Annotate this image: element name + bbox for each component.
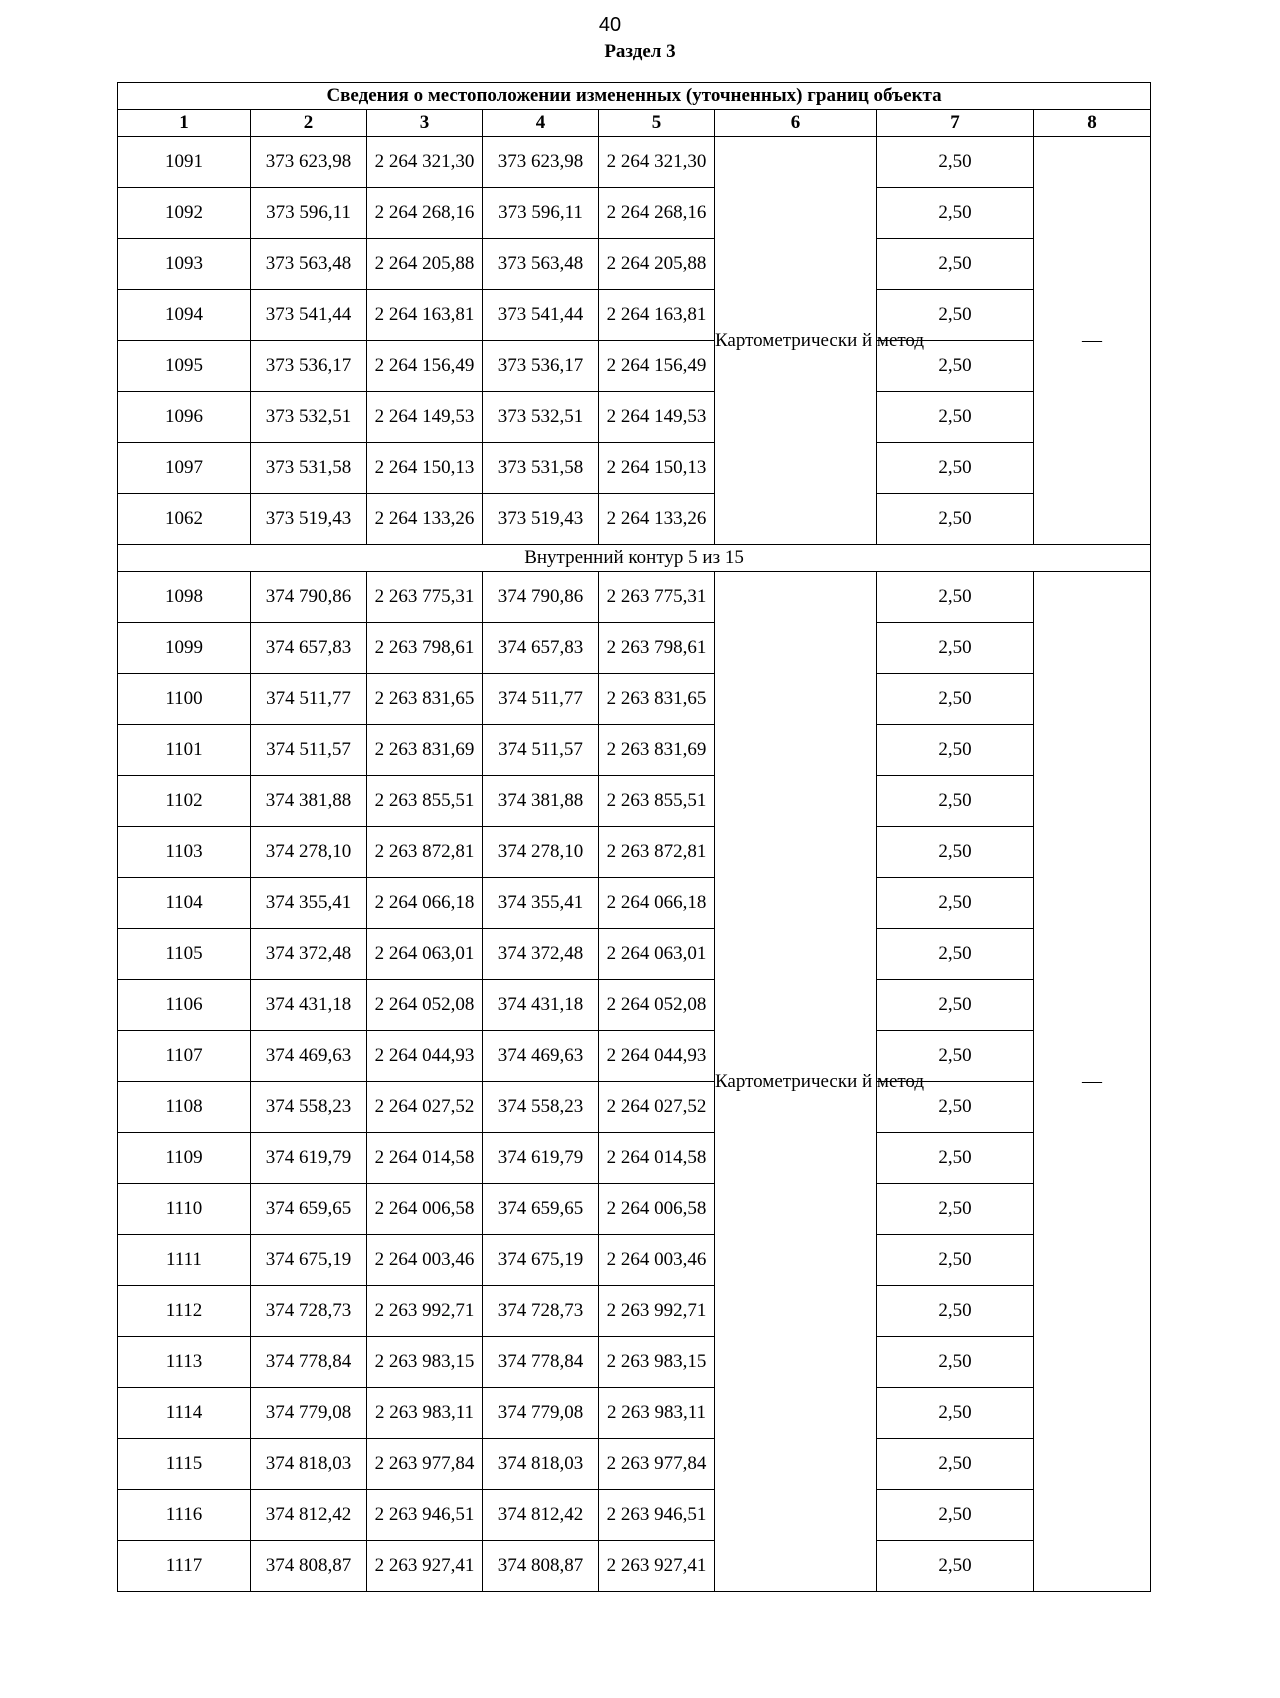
x-new-cell: 373 563,48 [483, 239, 599, 290]
accuracy-cell: 2,50 [877, 623, 1034, 674]
y-new-cell: 2 264 044,93 [599, 1031, 715, 1082]
point-number-cell: 1103 [118, 827, 251, 878]
y-old-cell: 2 264 063,01 [367, 929, 483, 980]
x-old-cell: 374 728,73 [251, 1286, 367, 1337]
accuracy-cell: 2,50 [877, 494, 1034, 545]
point-number-cell: 1092 [118, 188, 251, 239]
y-old-cell: 2 263 872,81 [367, 827, 483, 878]
y-old-cell: 2 263 831,69 [367, 725, 483, 776]
x-new-cell: 374 657,83 [483, 623, 599, 674]
column-number: 2 [251, 110, 367, 137]
table-row [118, 776, 1151, 827]
y-new-cell: 2 264 149,53 [599, 392, 715, 443]
x-new-cell: 374 790,86 [483, 572, 599, 623]
x-old-cell: 374 779,08 [251, 1388, 367, 1439]
boundary-coordinates-table [117, 82, 1151, 1592]
y-old-cell: 2 264 027,52 [367, 1082, 483, 1133]
y-new-cell: 2 263 798,61 [599, 623, 715, 674]
y-new-cell: 2 263 775,31 [599, 572, 715, 623]
table-row [118, 980, 1151, 1031]
accuracy-cell: 2,50 [877, 776, 1034, 827]
x-old-cell: 373 519,43 [251, 494, 367, 545]
x-new-cell: 373 541,44 [483, 290, 599, 341]
y-new-cell: 2 263 983,15 [599, 1337, 715, 1388]
table-row [118, 137, 1151, 188]
column-number: 6 [715, 110, 877, 137]
table-body [118, 137, 1151, 1592]
y-new-cell: 2 264 003,46 [599, 1235, 715, 1286]
x-old-cell: 373 563,48 [251, 239, 367, 290]
y-new-cell: 2 264 052,08 [599, 980, 715, 1031]
x-old-cell: 374 511,77 [251, 674, 367, 725]
col8-dash-cell: — [1034, 572, 1151, 1592]
accuracy-cell: 2,50 [877, 188, 1034, 239]
x-new-cell: 374 558,23 [483, 1082, 599, 1133]
point-number-cell: 1097 [118, 443, 251, 494]
x-old-cell: 373 541,44 [251, 290, 367, 341]
accuracy-cell: 2,50 [877, 1031, 1034, 1082]
table-row [118, 725, 1151, 776]
column-number: 5 [599, 110, 715, 137]
accuracy-cell: 2,50 [877, 443, 1034, 494]
table-row [118, 572, 1151, 623]
table-row [118, 392, 1151, 443]
x-old-cell: 374 278,10 [251, 827, 367, 878]
x-new-cell: 374 728,73 [483, 1286, 599, 1337]
table-row [118, 1439, 1151, 1490]
table-row [118, 188, 1151, 239]
point-number-cell: 1110 [118, 1184, 251, 1235]
point-number-cell: 1095 [118, 341, 251, 392]
x-new-cell: 374 778,84 [483, 1337, 599, 1388]
accuracy-cell: 2,50 [877, 572, 1034, 623]
table-row [118, 1286, 1151, 1337]
y-old-cell: 2 264 163,81 [367, 290, 483, 341]
y-new-cell: 2 263 983,11 [599, 1388, 715, 1439]
x-old-cell: 374 558,23 [251, 1082, 367, 1133]
column-number: 7 [877, 110, 1034, 137]
section-title: Раздел 3 [604, 41, 676, 62]
y-old-cell: 2 264 149,53 [367, 392, 483, 443]
point-number-cell: 1101 [118, 725, 251, 776]
point-number-cell: 1094 [118, 290, 251, 341]
y-old-cell: 2 263 831,65 [367, 674, 483, 725]
point-number-cell: 1091 [118, 137, 251, 188]
x-old-cell: 373 623,98 [251, 137, 367, 188]
point-number-cell: 1112 [118, 1286, 251, 1337]
x-new-cell: 374 381,88 [483, 776, 599, 827]
point-number-cell: 1100 [118, 674, 251, 725]
table-row [118, 623, 1151, 674]
column-number: 8 [1034, 110, 1151, 137]
point-number-cell: 1093 [118, 239, 251, 290]
page-number: 40 [598, 14, 622, 36]
y-old-cell: 2 264 321,30 [367, 137, 483, 188]
table-row [118, 1490, 1151, 1541]
point-number-cell: 1107 [118, 1031, 251, 1082]
point-number-cell: 1115 [118, 1439, 251, 1490]
table-row [118, 1133, 1151, 1184]
y-new-cell: 2 263 992,71 [599, 1286, 715, 1337]
point-number-cell: 1106 [118, 980, 251, 1031]
x-old-cell: 373 596,11 [251, 188, 367, 239]
table-row [118, 1031, 1151, 1082]
x-new-cell: 374 469,63 [483, 1031, 599, 1082]
y-new-cell: 2 264 063,01 [599, 929, 715, 980]
point-number-cell: 1114 [118, 1388, 251, 1439]
point-number-cell: 1104 [118, 878, 251, 929]
x-old-cell: 374 675,19 [251, 1235, 367, 1286]
x-new-cell: 374 619,79 [483, 1133, 599, 1184]
table-row [118, 494, 1151, 545]
table-row [118, 674, 1151, 725]
x-new-cell: 373 519,43 [483, 494, 599, 545]
y-old-cell: 2 264 066,18 [367, 878, 483, 929]
y-old-cell: 2 263 983,15 [367, 1337, 483, 1388]
x-old-cell: 374 808,87 [251, 1541, 367, 1592]
y-new-cell: 2 264 163,81 [599, 290, 715, 341]
column-number: 3 [367, 110, 483, 137]
accuracy-cell: 2,50 [877, 1439, 1034, 1490]
x-new-cell: 373 536,17 [483, 341, 599, 392]
x-old-cell: 373 536,17 [251, 341, 367, 392]
point-number-cell: 1099 [118, 623, 251, 674]
x-old-cell: 374 778,84 [251, 1337, 367, 1388]
x-old-cell: 373 531,58 [251, 443, 367, 494]
y-new-cell: 2 263 831,69 [599, 725, 715, 776]
point-number-cell: 1098 [118, 572, 251, 623]
accuracy-cell: 2,50 [877, 1082, 1034, 1133]
x-old-cell: 374 355,41 [251, 878, 367, 929]
accuracy-cell: 2,50 [877, 137, 1034, 188]
x-new-cell: 374 511,57 [483, 725, 599, 776]
y-new-cell: 2 264 066,18 [599, 878, 715, 929]
x-old-cell: 374 657,83 [251, 623, 367, 674]
table-row [118, 878, 1151, 929]
x-old-cell: 374 431,18 [251, 980, 367, 1031]
y-new-cell: 2 264 027,52 [599, 1082, 715, 1133]
y-new-cell: 2 264 156,49 [599, 341, 715, 392]
y-new-cell: 2 264 150,13 [599, 443, 715, 494]
x-new-cell: 373 532,51 [483, 392, 599, 443]
y-old-cell: 2 264 052,08 [367, 980, 483, 1031]
x-old-cell: 374 469,63 [251, 1031, 367, 1082]
y-new-cell: 2 264 133,26 [599, 494, 715, 545]
y-old-cell: 2 263 977,84 [367, 1439, 483, 1490]
table-row [118, 443, 1151, 494]
y-old-cell: 2 264 150,13 [367, 443, 483, 494]
y-old-cell: 2 264 014,58 [367, 1133, 483, 1184]
y-new-cell: 2 263 946,51 [599, 1490, 715, 1541]
method-cell: Картометрически й метод [715, 572, 877, 1592]
accuracy-cell: 2,50 [877, 1235, 1034, 1286]
table-row [118, 1388, 1151, 1439]
method-cell: Картометрически й метод [715, 137, 877, 545]
point-number-cell: 1108 [118, 1082, 251, 1133]
table-row [118, 1082, 1151, 1133]
accuracy-cell: 2,50 [877, 239, 1034, 290]
y-old-cell: 2 263 946,51 [367, 1490, 483, 1541]
y-old-cell: 2 263 855,51 [367, 776, 483, 827]
accuracy-cell: 2,50 [877, 1133, 1034, 1184]
x-old-cell: 374 659,65 [251, 1184, 367, 1235]
y-old-cell: 2 264 006,58 [367, 1184, 483, 1235]
y-new-cell: 2 263 872,81 [599, 827, 715, 878]
point-number-cell: 1105 [118, 929, 251, 980]
accuracy-cell: 2,50 [877, 1184, 1034, 1235]
y-old-cell: 2 264 044,93 [367, 1031, 483, 1082]
x-old-cell: 374 381,88 [251, 776, 367, 827]
x-old-cell: 373 532,51 [251, 392, 367, 443]
x-new-cell: 374 808,87 [483, 1541, 599, 1592]
y-old-cell: 2 263 983,11 [367, 1388, 483, 1439]
point-number-cell: 1117 [118, 1541, 251, 1592]
y-new-cell: 2 263 831,65 [599, 674, 715, 725]
column-number: 1 [118, 110, 251, 137]
accuracy-cell: 2,50 [877, 1541, 1034, 1592]
x-new-cell: 374 372,48 [483, 929, 599, 980]
accuracy-cell: 2,50 [877, 827, 1034, 878]
x-new-cell: 373 531,58 [483, 443, 599, 494]
point-number-cell: 1109 [118, 1133, 251, 1184]
point-number-cell: 1096 [118, 392, 251, 443]
y-new-cell: 2 263 927,41 [599, 1541, 715, 1592]
x-new-cell: 374 812,42 [483, 1490, 599, 1541]
x-new-cell: 373 596,11 [483, 188, 599, 239]
table-row [118, 1235, 1151, 1286]
x-old-cell: 374 372,48 [251, 929, 367, 980]
column-number-row [118, 110, 1151, 137]
table-row [118, 239, 1151, 290]
y-old-cell: 2 264 003,46 [367, 1235, 483, 1286]
table-row [118, 341, 1151, 392]
y-new-cell: 2 264 006,58 [599, 1184, 715, 1235]
y-old-cell: 2 263 992,71 [367, 1286, 483, 1337]
x-old-cell: 374 511,57 [251, 725, 367, 776]
x-old-cell: 374 619,79 [251, 1133, 367, 1184]
table-row [118, 1184, 1151, 1235]
x-new-cell: 374 659,65 [483, 1184, 599, 1235]
table-row [118, 1337, 1151, 1388]
x-new-cell: 374 355,41 [483, 878, 599, 929]
y-new-cell: 2 264 014,58 [599, 1133, 715, 1184]
contour-label-row [118, 545, 1151, 572]
y-old-cell: 2 263 798,61 [367, 623, 483, 674]
accuracy-cell: 2,50 [877, 1490, 1034, 1541]
accuracy-cell: 2,50 [877, 980, 1034, 1031]
accuracy-cell: 2,50 [877, 674, 1034, 725]
y-old-cell: 2 263 775,31 [367, 572, 483, 623]
x-new-cell: 374 779,08 [483, 1388, 599, 1439]
y-new-cell: 2 263 977,84 [599, 1439, 715, 1490]
point-number-cell: 1111 [118, 1235, 251, 1286]
point-number-cell: 1116 [118, 1490, 251, 1541]
contour-label: Внутренний контур 5 из 15 [118, 545, 1151, 572]
accuracy-cell: 2,50 [877, 1286, 1034, 1337]
x-new-cell: 373 623,98 [483, 137, 599, 188]
col8-dash-cell: — [1034, 137, 1151, 545]
x-new-cell: 374 675,19 [483, 1235, 599, 1286]
y-new-cell: 2 263 855,51 [599, 776, 715, 827]
y-old-cell: 2 264 205,88 [367, 239, 483, 290]
accuracy-cell: 2,50 [877, 341, 1034, 392]
y-old-cell: 2 264 133,26 [367, 494, 483, 545]
point-number-cell: 1113 [118, 1337, 251, 1388]
y-new-cell: 2 264 205,88 [599, 239, 715, 290]
x-new-cell: 374 431,18 [483, 980, 599, 1031]
accuracy-cell: 2,50 [877, 1337, 1034, 1388]
accuracy-cell: 2,50 [877, 1388, 1034, 1439]
table-row [118, 827, 1151, 878]
accuracy-cell: 2,50 [877, 878, 1034, 929]
table-title: Сведения о местоположении измененных (уточненных) границ объекта [118, 83, 1151, 110]
accuracy-cell: 2,50 [877, 725, 1034, 776]
y-old-cell: 2 264 156,49 [367, 341, 483, 392]
y-new-cell: 2 264 321,30 [599, 137, 715, 188]
y-old-cell: 2 264 268,16 [367, 188, 483, 239]
x-new-cell: 374 511,77 [483, 674, 599, 725]
accuracy-cell: 2,50 [877, 392, 1034, 443]
x-new-cell: 374 278,10 [483, 827, 599, 878]
column-number: 4 [483, 110, 599, 137]
y-old-cell: 2 263 927,41 [367, 1541, 483, 1592]
accuracy-cell: 2,50 [877, 290, 1034, 341]
table-row [118, 290, 1151, 341]
accuracy-cell: 2,50 [877, 929, 1034, 980]
x-old-cell: 374 812,42 [251, 1490, 367, 1541]
y-new-cell: 2 264 268,16 [599, 188, 715, 239]
point-number-cell: 1062 [118, 494, 251, 545]
table-title-row [118, 83, 1151, 110]
x-old-cell: 374 790,86 [251, 572, 367, 623]
table-row [118, 929, 1151, 980]
x-old-cell: 374 818,03 [251, 1439, 367, 1490]
table-row [118, 1541, 1151, 1592]
point-number-cell: 1102 [118, 776, 251, 827]
x-new-cell: 374 818,03 [483, 1439, 599, 1490]
